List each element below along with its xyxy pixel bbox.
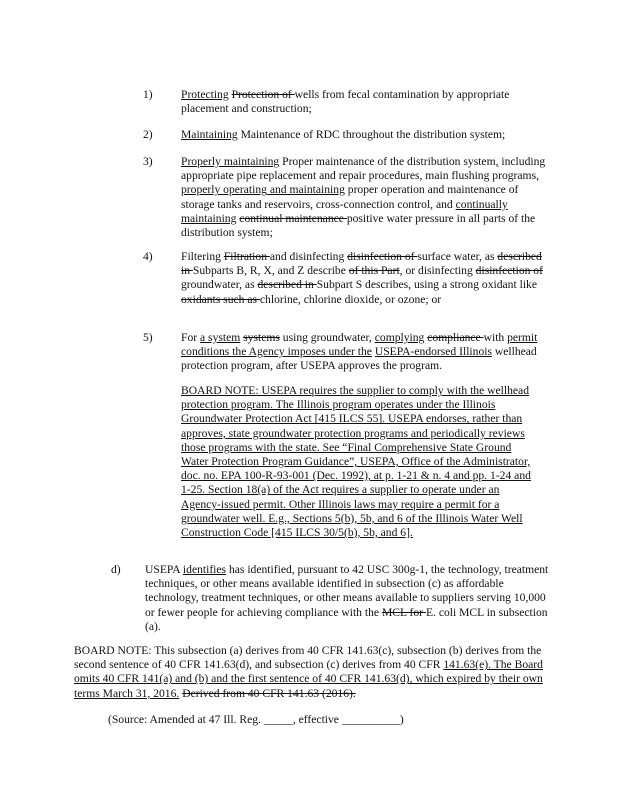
inserted-text: Properly maintaining bbox=[181, 155, 280, 168]
item-text bbox=[181, 155, 551, 240]
item-text bbox=[181, 331, 551, 374]
subsection-d-number: d) bbox=[111, 563, 121, 576]
item-number: 1) bbox=[143, 88, 153, 101]
text-run: USEPA bbox=[145, 563, 183, 576]
inserted-text: USEPA-endorsed Illinois bbox=[374, 345, 492, 359]
inserted-text: complying bbox=[374, 331, 425, 344]
deleted-text: oxidants such as bbox=[181, 292, 260, 306]
text-run: has identified, pursuant to 42 USC 300g-1, the technology, treatment techniques, or other means available identified in subsection (c) as affordable technology, treatment techniques, or other means available to suppliers serving 10,000 or fewer people for achieving compliance with the bbox=[145, 563, 549, 619]
text-run: proper operation and maintenance of storage tanks and reservoirs, cross-connection control, and bbox=[181, 183, 519, 211]
item-number: 3) bbox=[143, 155, 153, 168]
item-number: 2) bbox=[143, 128, 153, 141]
deleted-text: Filtration bbox=[223, 250, 270, 263]
deleted-text: Protection of bbox=[231, 88, 295, 101]
inserted-text: identifies bbox=[182, 563, 227, 576]
text-run: wellhead protection program, after USEPA approves the program. bbox=[181, 345, 537, 373]
text-run: chlorine, chlorine dioxide, or ozone; or bbox=[259, 292, 442, 306]
inserted-text: continually maintaining bbox=[181, 197, 508, 225]
text-run: groundwater, as bbox=[181, 278, 258, 292]
text-run: with bbox=[483, 331, 508, 344]
inserted-text: a system bbox=[200, 331, 241, 344]
text-run: and disinfecting bbox=[269, 250, 348, 263]
subsection-d-text bbox=[145, 563, 550, 634]
deleted-text: disinfection of bbox=[347, 250, 418, 263]
deleted-text: continual maintenance bbox=[239, 211, 347, 225]
deleted-text: compliance bbox=[427, 331, 484, 344]
text-run: including appropriate pipe replacement and repair procedures, main flushing programs, bbox=[181, 155, 546, 183]
text-run: positive water pressure in all parts of the distribution system; bbox=[181, 211, 536, 240]
board-note-derivation bbox=[74, 644, 544, 701]
text-run: Filtering bbox=[181, 250, 224, 263]
text-run: Maintenance of RDC throughout the distribution system; bbox=[237, 128, 506, 141]
item-text bbox=[181, 128, 551, 142]
inserted-text: Protecting bbox=[181, 88, 229, 101]
text-run: BOARD NOTE: This subsection (a) derives from 40 CFR 141.63(c), subsection (b) derives from the second sentence of 40 CFR 141.63(d), and subsection (c) derives from 40 CFR bbox=[74, 644, 542, 672]
deleted-text: described in bbox=[257, 278, 317, 292]
deleted-text: Derived from 40 CFR 141.63 (2016). bbox=[182, 686, 356, 700]
item-number: 5) bbox=[143, 331, 153, 344]
text-run: wells from fecal contamination by appropriate placement and construction; bbox=[181, 88, 510, 116]
text-run: Subparts B, R, X, and Z describe bbox=[192, 264, 349, 278]
inserted-text: 141.63(e). The Board omits 40 CFR 141(a) and (b) and the first sentence of 40 CFR 141.63(d), which expired by their own terms March 31, 2016. bbox=[74, 658, 543, 700]
deleted-text: systems bbox=[243, 331, 280, 344]
source-line: (Source: Amended at 47 Ill. Reg. _____, effective __________) bbox=[108, 713, 404, 726]
board-note-wellhead: BOARD NOTE: USEPA requires the supplier to comply with the wellhead protection program. The Illinois program operates under the Illinois Groundwater Protection Act [415 ILCS 55]. USEPA endorses, rather than approves, state groundwater protection programs and periodically reviews those programs with the state. See “Final Comprehensive State Ground Water Protection Program Guidance”, USEPA, Office of the Administrator, doc. no. EPA 100-R-93-001 (Dec. 1992), at p. 1-21 & n. 4 and pp. 1-24 and 1-25. Section 18(a) of the Act requires a supplier to operate under an Agency-issued permit. Other Illinois laws may require a permit for a groundwater well. E.g., Sections 5(b), 5b, and 6 of the Illinois Water Well Construction Code [415 ILCS 30/5(b), 5b, and 6]. bbox=[181, 384, 531, 540]
item-text bbox=[181, 88, 551, 116]
deleted-text: described in bbox=[181, 250, 542, 278]
inserted-text: , bbox=[495, 155, 499, 168]
item-number: 4) bbox=[143, 250, 153, 263]
deleted-text: of this Part bbox=[348, 264, 400, 278]
text-run: Proper maintenance of the distribution system bbox=[279, 155, 496, 168]
inserted-text: Maintaining bbox=[181, 128, 238, 141]
text-run: For bbox=[181, 331, 201, 344]
deleted-text: MCL for bbox=[381, 605, 426, 619]
text-run: E. coli MCL in subsection (a). bbox=[145, 605, 548, 633]
item-text bbox=[181, 250, 551, 307]
text-run: , or disinfecting bbox=[399, 264, 476, 278]
text-run: using groundwater, bbox=[279, 331, 375, 344]
text-run: Subpart S describes, using a strong oxidant like bbox=[316, 278, 537, 292]
inserted-text: permit conditions the Agency imposes under the bbox=[181, 331, 538, 359]
deleted-text: disinfection of bbox=[475, 264, 543, 278]
inserted-text: properly operating and maintaining bbox=[181, 183, 345, 197]
text-run: surface water, as bbox=[417, 250, 498, 263]
